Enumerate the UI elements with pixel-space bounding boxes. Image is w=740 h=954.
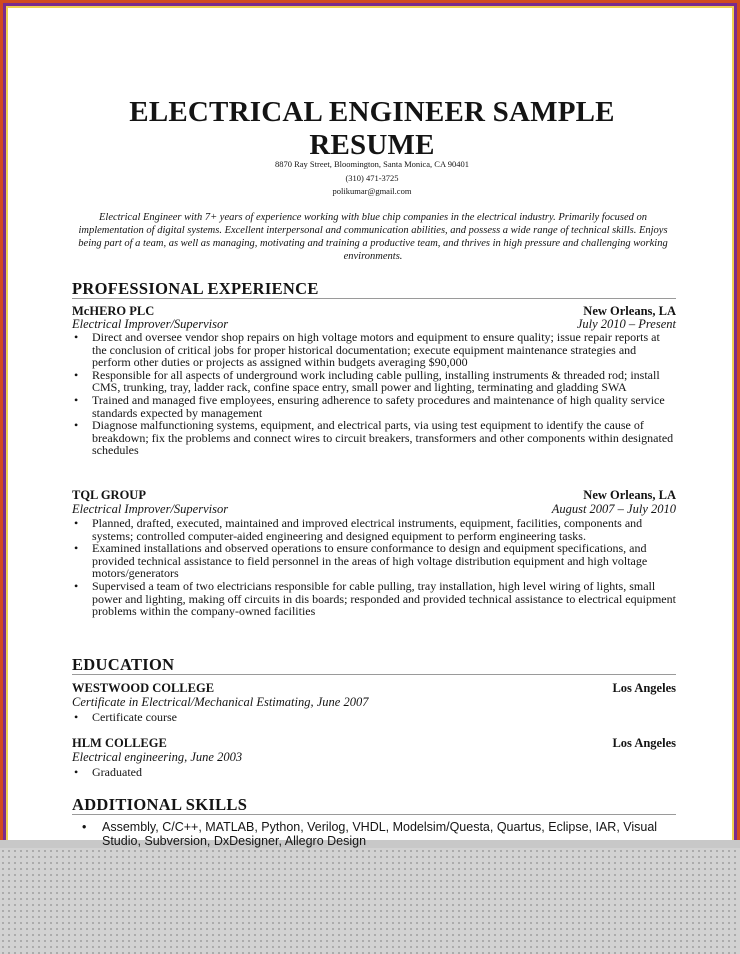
job-company: McHERO PLC <box>72 304 155 318</box>
school-bullets <box>72 766 676 779</box>
job-company: TQL GROUP <box>72 488 146 502</box>
frame-border <box>3 3 737 848</box>
list-item: • Certificate course <box>72 711 676 724</box>
skills-list <box>78 820 678 848</box>
job-location: New Orleans, LA <box>583 304 676 318</box>
school-header <box>72 736 676 750</box>
contact-address: 8870 Ray Street, Bloomington, Santa Monica, CA 90401 <box>274 159 470 169</box>
resume-title-line2: RESUME <box>309 129 435 161</box>
school-header <box>72 681 676 695</box>
school-detail: Certificate in Electrical/Mechanical Estimating, June 2007 <box>72 695 369 709</box>
experience-heading: PROFESSIONAL EXPERIENCE <box>72 280 676 299</box>
list-item: • Direct and oversee vendor shop repairs on high voltage motors and equipment to ensure quality; issue repair reports at the conclusion of critical jobs for proper historical documentation; execute equipment maintenance strategies and perform other duties or projects as assigned within budgets averaging $90,000 <box>72 331 676 369</box>
school-location: Los Angeles <box>612 681 676 695</box>
school-bullets <box>72 711 676 724</box>
summary: Electrical Engineer with 7+ years of experience working with blue chip companies in the electrical industry. Primarily focused on implementation of digital systems. Excellent interpersonal and communication abilities, and possess a wide range of technical skills. Enjoys being part of a team, as well as managing, motivating and training a productive team, and thrives in high pressure and challenging working environments. <box>78 212 668 262</box>
school-location: Los Angeles <box>612 736 676 750</box>
education-heading: EDUCATION <box>72 656 676 675</box>
job-header <box>72 488 676 502</box>
resume-title-line1: ELECTRICAL ENGINEER SAMPLE <box>129 96 615 128</box>
list-item: • Examined installations and observed operations to ensure conformance to design and equipment specifications, and provided technical assistance to field personnel in the areas of high voltage distribution equipment and high voltage motors/generators <box>72 542 676 580</box>
list-item: • Trained and managed five employees, ensuring adherence to safety procedures and maintenance of high quality service standards expected by management <box>72 394 676 419</box>
job-location: New Orleans, LA <box>583 488 676 502</box>
job-dates: July 2010 – Present <box>576 317 676 331</box>
list-item: • Graduated <box>72 766 676 779</box>
job-subheader <box>72 502 676 516</box>
job-bullets <box>72 331 676 457</box>
school-detail-row <box>72 695 676 709</box>
job-bullets <box>72 517 676 618</box>
skills-heading: ADDITIONAL SKILLS <box>72 796 676 815</box>
contact-phone: (310) 471-3725 <box>345 173 399 183</box>
resume-page <box>8 8 732 848</box>
list-item: • Planned, drafted, executed, maintained and improved electrical instruments, equipment, facilities, components and systems; controlled computer-aided engineering and designed equipment to perform engineering tasks. <box>72 517 676 542</box>
background-pattern <box>0 848 740 954</box>
job-subheader <box>72 317 676 331</box>
list-item: • Supervised a team of two electricians responsible for cable pulling, tray installation, high level wiring of lights, small power and lighting, making off circuits in dis boards; responded and provided technical assistance to electrical equipment problems within the company-owned facilities <box>72 580 676 618</box>
frame-border-inner <box>6 6 734 848</box>
school-detail: Electrical engineering, June 2003 <box>72 750 243 764</box>
school-name: HLM COLLEGE <box>72 736 167 750</box>
list-item: • Diagnose malfunctioning systems, equipment, and electrical parts, via using test equipment to identify the cause of breakdown; fix the problems and connect wires to circuit breakers, transformers and other components within designated schedules <box>72 419 676 457</box>
job-dates: August 2007 – July 2010 <box>551 502 676 516</box>
job-role: Electrical Improver/Supervisor <box>72 502 229 516</box>
list-item: • Assembly, C/C++, MATLAB, Python, Verilog, VHDL, Modelsim/Questa, Quartus, Eclipse, IAR, Visual Studio, Subversion, DxDesigner, Allegro Design <box>78 820 678 848</box>
contact-email: polikumar@gmail.com <box>332 186 412 196</box>
list-item: • Responsible for all aspects of underground work including cable pulling, installing instruments & threaded rod; install CMS, trunking, tray, ladder rack, confine space entry, small power and lighting, terminating and gladding SWA <box>72 369 676 394</box>
school-detail-row <box>72 750 676 764</box>
job-header <box>72 304 676 318</box>
school-name: WESTWOOD COLLEGE <box>72 681 215 695</box>
job-role: Electrical Improver/Supervisor <box>72 317 229 331</box>
